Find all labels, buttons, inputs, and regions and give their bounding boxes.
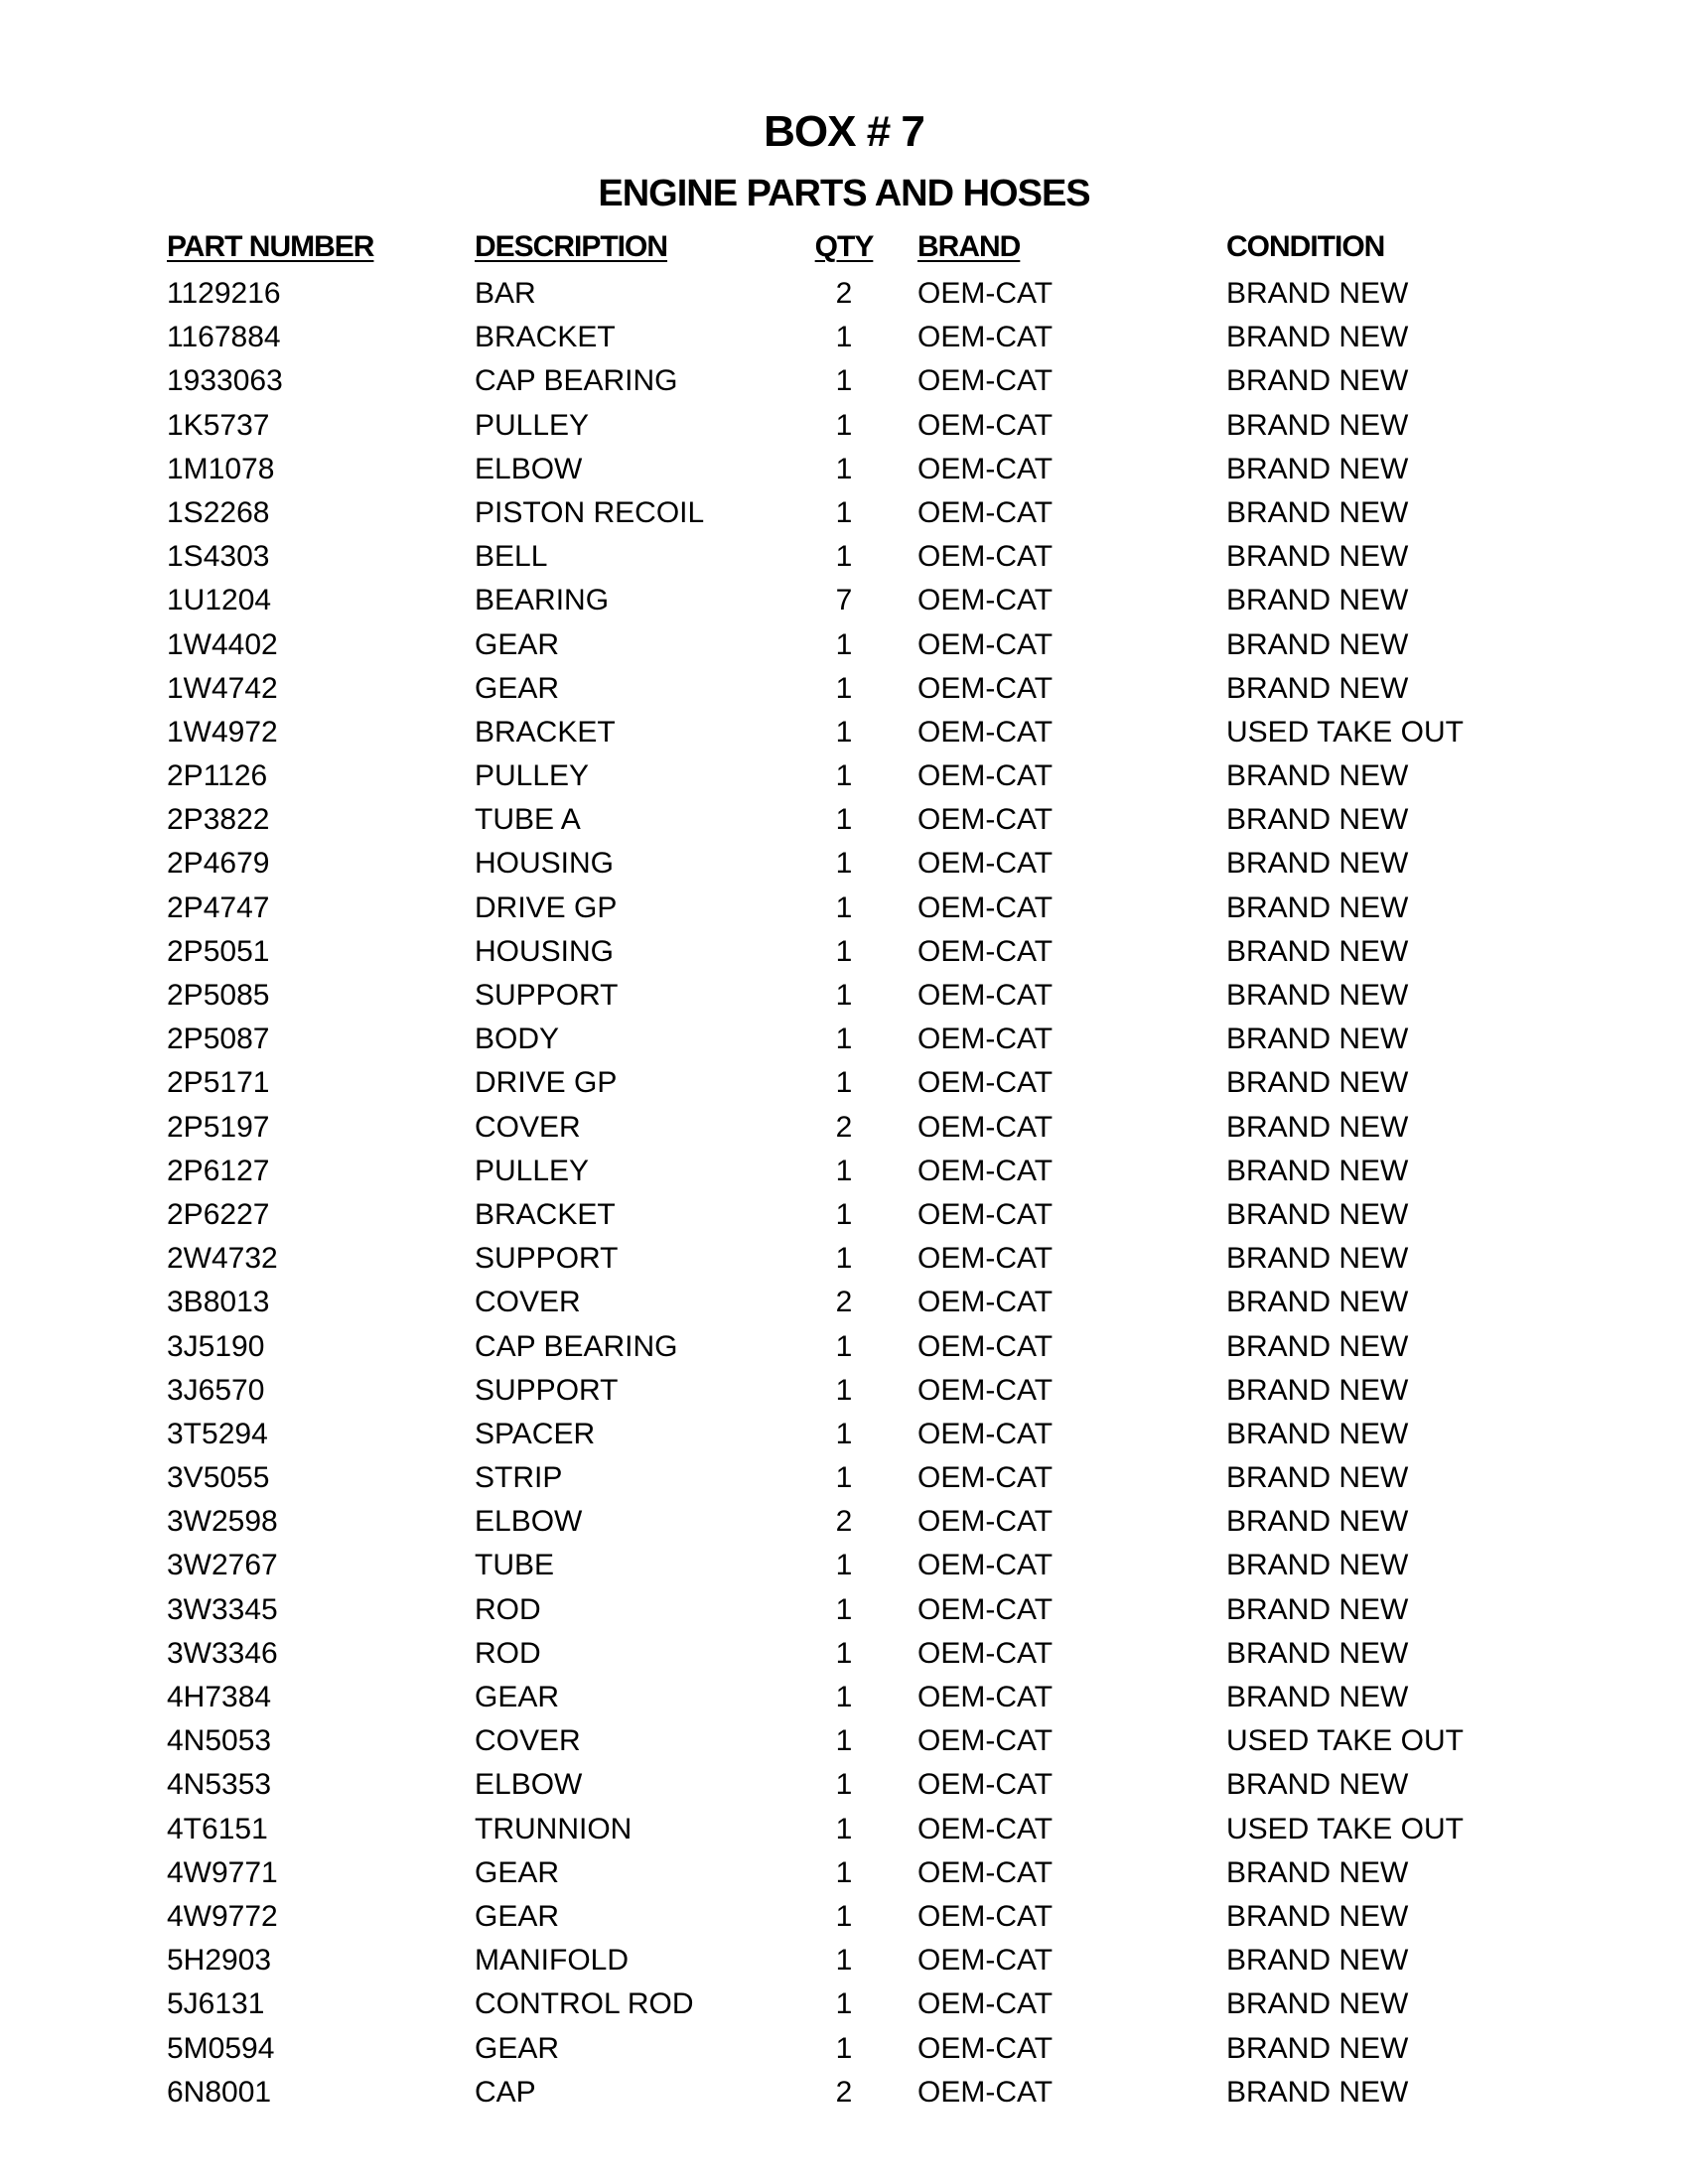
table-row — [0, 2027, 1688, 2071]
brand-cell: OEM-CAT — [917, 1681, 1054, 1713]
brand-cell: OEM-CAT — [917, 1987, 1054, 2021]
brand-cell: OEM-CAT — [917, 1066, 1054, 1100]
description-cell: GEAR — [475, 1855, 560, 1889]
description-cell: TUBE — [475, 1549, 555, 1582]
qty-cell: 1 — [835, 1855, 853, 1889]
part-number-cell: 1U1204 — [167, 584, 272, 617]
brand-cell: OEM-CAT — [917, 1023, 1054, 1056]
qty-cell: 1 — [835, 1899, 853, 1933]
description-cell: CAP BEARING — [475, 364, 678, 398]
description-cell: DRIVE GP — [475, 1066, 618, 1100]
description-cell: PULLEY — [475, 408, 590, 442]
part-number-cell: 3J6570 — [167, 1373, 265, 1407]
description-cell: GEAR — [475, 671, 560, 705]
condition-cell: USED TAKE OUT — [1226, 1724, 1464, 1758]
condition-cell: BRAND NEW — [1226, 321, 1409, 354]
table-row — [0, 711, 1688, 754]
part-number-cell: 2P5197 — [167, 1110, 270, 1144]
header-part-number: PART NUMBER — [167, 230, 374, 263]
qty-cell: 1 — [835, 1724, 853, 1758]
table-row — [0, 623, 1688, 667]
condition-cell: BRAND NEW — [1226, 584, 1409, 617]
parts-table — [0, 272, 1688, 2115]
brand-cell: OEM-CAT — [917, 1549, 1054, 1582]
brand-cell: OEM-CAT — [917, 1461, 1054, 1495]
part-number-cell: 3W2767 — [167, 1549, 278, 1582]
part-number-cell: 4W9772 — [167, 1899, 278, 1933]
condition-cell: BRAND NEW — [1226, 1154, 1409, 1187]
table-row — [0, 404, 1688, 448]
page-subtitle: ENGINE PARTS AND HOSES — [598, 173, 1090, 214]
table-row — [0, 1018, 1688, 1061]
part-number-cell: 3T5294 — [167, 1417, 268, 1450]
table-row — [0, 1369, 1688, 1413]
qty-cell: 1 — [835, 715, 853, 749]
brand-cell: OEM-CAT — [917, 934, 1054, 968]
table-row — [0, 1763, 1688, 1807]
part-number-cell: 3J5190 — [167, 1329, 265, 1363]
qty-cell: 1 — [835, 1066, 853, 1100]
part-number-cell: 2P5051 — [167, 934, 270, 968]
part-number-cell: 2W4732 — [167, 1242, 278, 1276]
table-row — [0, 1061, 1688, 1105]
condition-cell: BRAND NEW — [1226, 979, 1409, 1012]
brand-cell: OEM-CAT — [917, 803, 1054, 837]
condition-cell: BRAND NEW — [1226, 540, 1409, 574]
brand-cell: OEM-CAT — [917, 1329, 1054, 1363]
brand-cell: OEM-CAT — [917, 495, 1054, 529]
brand-cell: OEM-CAT — [917, 1110, 1054, 1144]
qty-cell: 1 — [835, 934, 853, 968]
qty-cell: 1 — [835, 627, 853, 661]
table-row — [0, 535, 1688, 579]
description-cell: GEAR — [475, 1681, 560, 1713]
qty-cell: 7 — [835, 584, 853, 617]
header-brand: BRAND — [917, 230, 1021, 263]
description-cell: COVER — [475, 1724, 581, 1758]
table-row — [0, 1500, 1688, 1544]
table-row — [0, 1676, 1688, 1719]
qty-cell: 1 — [835, 1987, 853, 2021]
description-cell: SPACER — [475, 1417, 596, 1450]
table-row — [0, 316, 1688, 359]
brand-cell: OEM-CAT — [917, 540, 1054, 574]
qty-cell: 1 — [835, 1768, 853, 1802]
description-cell: BEARING — [475, 584, 610, 617]
description-cell: CAP BEARING — [475, 1329, 678, 1363]
part-number-cell: 3W3346 — [167, 1636, 278, 1670]
condition-cell: BRAND NEW — [1226, 847, 1409, 881]
condition-cell: BRAND NEW — [1226, 1329, 1409, 1363]
brand-cell: OEM-CAT — [917, 2031, 1054, 2065]
part-number-cell: 3V5055 — [167, 1461, 270, 1495]
qty-cell: 2 — [835, 1505, 853, 1539]
condition-cell: BRAND NEW — [1226, 1110, 1409, 1144]
description-cell: TUBE A — [475, 803, 581, 837]
brand-cell: OEM-CAT — [917, 452, 1054, 485]
condition-cell: BRAND NEW — [1226, 2075, 1409, 2109]
table-row — [0, 1895, 1688, 1939]
qty-cell: 1 — [835, 1242, 853, 1276]
table-row — [0, 1982, 1688, 2026]
part-number-cell: 3W3345 — [167, 1592, 278, 1626]
part-number-cell: 4W9771 — [167, 1855, 278, 1889]
brand-cell: OEM-CAT — [917, 715, 1054, 749]
qty-cell: 1 — [835, 364, 853, 398]
brand-cell: OEM-CAT — [917, 759, 1054, 793]
condition-cell: BRAND NEW — [1226, 1286, 1409, 1319]
qty-cell: 1 — [835, 1549, 853, 1582]
condition-cell: BRAND NEW — [1226, 627, 1409, 661]
brand-cell: OEM-CAT — [917, 1768, 1054, 1802]
table-row — [0, 1325, 1688, 1369]
header-qty: QTY — [814, 230, 874, 263]
part-number-cell: 2P5171 — [167, 1066, 270, 1100]
description-cell: COVER — [475, 1110, 581, 1144]
brand-cell: OEM-CAT — [917, 1417, 1054, 1450]
table-row — [0, 1632, 1688, 1676]
condition-cell: BRAND NEW — [1226, 1197, 1409, 1231]
condition-cell: BRAND NEW — [1226, 1636, 1409, 1670]
condition-cell: BRAND NEW — [1226, 1549, 1409, 1582]
description-cell: ELBOW — [475, 452, 583, 485]
description-cell: TRUNNION — [475, 1812, 633, 1845]
description-cell: BRACKET — [475, 321, 616, 354]
qty-cell: 1 — [835, 2031, 853, 2065]
description-cell: ELBOW — [475, 1505, 583, 1539]
condition-cell: BRAND NEW — [1226, 1944, 1409, 1978]
part-number-cell: 6N8001 — [167, 2075, 272, 2109]
condition-cell: BRAND NEW — [1226, 1592, 1409, 1626]
table-row — [0, 1106, 1688, 1150]
description-cell: PULLEY — [475, 759, 590, 793]
brand-cell: OEM-CAT — [917, 1242, 1054, 1276]
condition-cell: USED TAKE OUT — [1226, 715, 1464, 749]
table-row — [0, 798, 1688, 842]
condition-cell: BRAND NEW — [1226, 1373, 1409, 1407]
table-row — [0, 1588, 1688, 1632]
description-cell: BAR — [475, 277, 536, 310]
table-row — [0, 1719, 1688, 1763]
description-cell: STRIP — [475, 1461, 563, 1495]
table-row — [0, 754, 1688, 798]
table-row — [0, 1150, 1688, 1193]
qty-cell: 2 — [835, 1286, 853, 1319]
condition-cell: BRAND NEW — [1226, 759, 1409, 793]
qty-cell: 1 — [835, 1592, 853, 1626]
part-number-cell: 1S2268 — [167, 495, 270, 529]
brand-cell: OEM-CAT — [917, 1855, 1054, 1889]
brand-cell: OEM-CAT — [917, 890, 1054, 924]
qty-cell: 1 — [835, 452, 853, 485]
qty-cell: 1 — [835, 408, 853, 442]
part-number-cell: 2P5085 — [167, 979, 270, 1012]
qty-cell: 1 — [835, 979, 853, 1012]
table-row — [0, 1808, 1688, 1851]
part-number-cell: 1W4972 — [167, 715, 278, 749]
part-number-cell: 1S4303 — [167, 540, 270, 574]
part-number-cell: 1167884 — [167, 321, 281, 354]
condition-cell: BRAND NEW — [1226, 1417, 1409, 1450]
condition-cell: BRAND NEW — [1226, 277, 1409, 310]
description-cell: HOUSING — [475, 847, 615, 881]
description-cell: GEAR — [475, 2031, 560, 2065]
part-number-cell: 2P1126 — [167, 759, 268, 793]
brand-cell: OEM-CAT — [917, 627, 1054, 661]
qty-cell: 1 — [835, 1023, 853, 1056]
table-row — [0, 272, 1688, 316]
table-row — [0, 1544, 1688, 1587]
table-row — [0, 1193, 1688, 1237]
part-number-cell: 1K5737 — [167, 408, 270, 442]
brand-cell: OEM-CAT — [917, 979, 1054, 1012]
condition-cell: BRAND NEW — [1226, 934, 1409, 968]
description-cell: BELL — [475, 540, 548, 574]
table-row — [0, 667, 1688, 711]
qty-cell: 1 — [835, 1329, 853, 1363]
qty-cell: 1 — [835, 1944, 853, 1978]
part-number-cell: 2P4679 — [167, 847, 270, 881]
table-row — [0, 1456, 1688, 1500]
part-number-cell: 5M0594 — [167, 2031, 275, 2065]
description-cell: SUPPORT — [475, 1373, 619, 1407]
table-row — [0, 974, 1688, 1018]
part-number-cell: 5H2903 — [167, 1944, 272, 1978]
qty-cell: 1 — [835, 321, 853, 354]
qty-cell: 1 — [835, 847, 853, 881]
brand-cell: OEM-CAT — [917, 671, 1054, 705]
part-number-cell: 2P6127 — [167, 1154, 270, 1187]
description-cell: BODY — [475, 1023, 560, 1056]
table-row — [0, 842, 1688, 886]
brand-cell: OEM-CAT — [917, 1812, 1054, 1845]
part-number-cell: 1W4742 — [167, 671, 278, 705]
condition-cell: BRAND NEW — [1226, 2031, 1409, 2065]
qty-cell: 1 — [835, 803, 853, 837]
part-number-cell: 1129216 — [167, 277, 281, 310]
header-description: DESCRIPTION — [475, 230, 668, 263]
qty-cell: 2 — [835, 1110, 853, 1144]
condition-cell: BRAND NEW — [1226, 890, 1409, 924]
brand-cell: OEM-CAT — [917, 1286, 1054, 1319]
table-row — [0, 1281, 1688, 1324]
description-cell: MANIFOLD — [475, 1944, 630, 1978]
condition-cell: BRAND NEW — [1226, 1855, 1409, 1889]
table-row — [0, 1237, 1688, 1281]
brand-cell: OEM-CAT — [917, 1899, 1054, 1933]
brand-cell: OEM-CAT — [917, 1724, 1054, 1758]
brand-cell: OEM-CAT — [917, 277, 1054, 310]
qty-cell: 1 — [835, 1812, 853, 1845]
brand-cell: OEM-CAT — [917, 321, 1054, 354]
brand-cell: OEM-CAT — [917, 584, 1054, 617]
qty-cell: 1 — [835, 1154, 853, 1187]
brand-cell: OEM-CAT — [917, 2075, 1054, 2109]
table-row — [0, 1413, 1688, 1456]
condition-cell: BRAND NEW — [1226, 671, 1409, 705]
condition-cell: BRAND NEW — [1226, 452, 1409, 485]
brand-cell: OEM-CAT — [917, 1505, 1054, 1539]
table-row — [0, 448, 1688, 491]
part-number-cell: 2P4747 — [167, 890, 270, 924]
description-cell: CAP — [475, 2075, 536, 2109]
brand-cell: OEM-CAT — [917, 1944, 1054, 1978]
brand-cell: OEM-CAT — [917, 1592, 1054, 1626]
header-condition: CONDITION — [1226, 230, 1385, 263]
qty-cell: 2 — [835, 277, 853, 310]
description-cell: SUPPORT — [475, 1242, 619, 1276]
condition-cell: BRAND NEW — [1226, 1505, 1409, 1539]
description-cell: GEAR — [475, 1899, 560, 1933]
description-cell: ELBOW — [475, 1768, 583, 1802]
part-number-cell: 1933063 — [167, 364, 283, 398]
qty-cell: 1 — [835, 671, 853, 705]
table-row — [0, 887, 1688, 930]
qty-cell: 1 — [835, 1373, 853, 1407]
qty-cell: 1 — [835, 1417, 853, 1450]
table-row — [0, 491, 1688, 535]
description-cell: BRACKET — [475, 715, 616, 749]
brand-cell: OEM-CAT — [917, 847, 1054, 881]
condition-cell: BRAND NEW — [1226, 408, 1409, 442]
part-number-cell: 1W4402 — [167, 627, 278, 661]
qty-cell: 1 — [835, 495, 853, 529]
qty-cell: 1 — [835, 759, 853, 793]
part-number-cell: 4T6151 — [167, 1812, 268, 1845]
qty-cell: 1 — [835, 1636, 853, 1670]
brand-cell: OEM-CAT — [917, 408, 1054, 442]
description-cell: PISTON RECOIL — [475, 495, 705, 529]
qty-cell: 1 — [835, 890, 853, 924]
condition-cell: BRAND NEW — [1226, 1242, 1409, 1276]
condition-cell: BRAND NEW — [1226, 1987, 1409, 2021]
condition-cell: BRAND NEW — [1226, 1768, 1409, 1802]
condition-cell: BRAND NEW — [1226, 1023, 1409, 1056]
table-row — [0, 930, 1688, 974]
qty-cell: 1 — [835, 1461, 853, 1495]
description-cell: SUPPORT — [475, 979, 619, 1012]
part-number-cell: 5J6131 — [167, 1987, 265, 2021]
condition-cell: BRAND NEW — [1226, 1066, 1409, 1100]
brand-cell: OEM-CAT — [917, 1636, 1054, 1670]
part-number-cell: 2P5087 — [167, 1023, 270, 1056]
part-number-cell: 2P3822 — [167, 803, 270, 837]
part-number-cell: 1M1078 — [167, 452, 275, 485]
part-number-cell: 4H7384 — [167, 1681, 272, 1713]
brand-cell: OEM-CAT — [917, 1154, 1054, 1187]
description-cell: PULLEY — [475, 1154, 590, 1187]
description-cell: DRIVE GP — [475, 890, 618, 924]
part-number-cell: 4N5353 — [167, 1768, 272, 1802]
description-cell: ROD — [475, 1636, 541, 1670]
condition-cell: BRAND NEW — [1226, 803, 1409, 837]
condition-cell: BRAND NEW — [1226, 495, 1409, 529]
description-cell: CONTROL ROD — [475, 1987, 694, 2021]
brand-cell: OEM-CAT — [917, 1197, 1054, 1231]
description-cell: ROD — [475, 1592, 541, 1626]
condition-cell: BRAND NEW — [1226, 1461, 1409, 1495]
description-cell: COVER — [475, 1286, 581, 1319]
condition-cell: BRAND NEW — [1226, 1899, 1409, 1933]
part-number-cell: 2P6227 — [167, 1197, 270, 1231]
description-cell: GEAR — [475, 627, 560, 661]
table-row — [0, 579, 1688, 622]
brand-cell: OEM-CAT — [917, 364, 1054, 398]
qty-cell: 2 — [835, 2075, 853, 2109]
part-number-cell: 3W2598 — [167, 1505, 278, 1539]
qty-cell: 1 — [835, 1681, 853, 1713]
qty-cell: 1 — [835, 1197, 853, 1231]
qty-cell: 1 — [835, 540, 853, 574]
table-row — [0, 1851, 1688, 1895]
page-title: BOX # 7 — [764, 107, 924, 156]
condition-cell: BRAND NEW — [1226, 1681, 1409, 1713]
table-row — [0, 359, 1688, 403]
table-row — [0, 1939, 1688, 1982]
brand-cell: OEM-CAT — [917, 1373, 1054, 1407]
table-row — [0, 2071, 1688, 2115]
description-cell: BRACKET — [475, 1197, 616, 1231]
condition-cell: USED TAKE OUT — [1226, 1812, 1464, 1845]
part-number-cell: 3B8013 — [167, 1286, 270, 1319]
description-cell: HOUSING — [475, 934, 615, 968]
condition-cell: BRAND NEW — [1226, 364, 1409, 398]
part-number-cell: 4N5053 — [167, 1724, 272, 1758]
